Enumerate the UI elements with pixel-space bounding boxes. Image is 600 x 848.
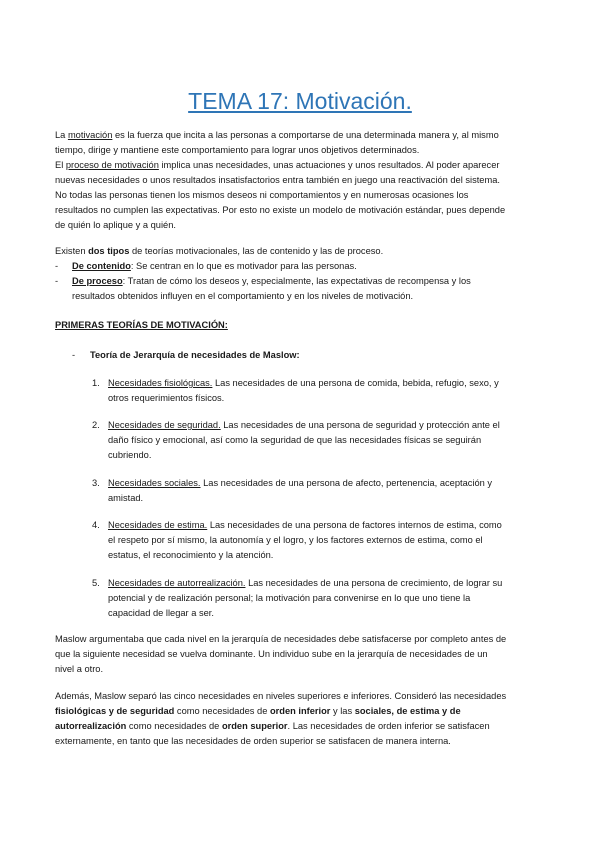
para2-line-1: Además, Maslow separó las cinco necesidades en niveles superiores e inferiores. Consideró las necesidades xyxy=(55,691,507,701)
maslow-item-2-line-2: daño físico y emocional, así como la seguridad de que las necesidades físicas se seguirán xyxy=(108,435,482,445)
maslow-item-5-line-3: capacidad de llegar a ser. xyxy=(108,608,214,618)
intro-post: es la fuerza que incita a las personas a comportarse de una determinada manera y, al mismo xyxy=(112,130,499,140)
item-term: Necesidades sociales. xyxy=(108,478,201,488)
maslow-item-3-line-2: amistad. xyxy=(108,493,144,503)
maslow-item-3 xyxy=(108,476,492,491)
term-de-proceso: De proceso xyxy=(72,276,123,286)
types-post: de teorías motivacionales, las de contenido y las de proceso. xyxy=(129,246,384,256)
type-contenido xyxy=(72,259,357,274)
item-number: 2. xyxy=(92,420,100,430)
item-text: Las necesidades de una persona de factores internos de estima, como xyxy=(207,520,502,530)
maslow-item-4 xyxy=(108,518,502,533)
bullet-dash: - xyxy=(55,261,59,271)
intro-line-6: resultados no cumplen las expectativas. Por esto no existe un modelo de motivación estándar, pues depende xyxy=(55,205,506,215)
maslow-heading: Teoría de Jerarquía de necesidades de Maslow: xyxy=(90,350,300,360)
para2-line-4: externamente, en tanto que las necesidades de orden superior se satisfacen de manera interna. xyxy=(55,736,451,746)
bold-orden-inferior: orden inferior xyxy=(269,706,331,716)
maslow-item-5-line-2: potencial y de realización personal; la motivación para convenirse en lo que uno tiene la xyxy=(108,593,471,603)
term-motivacion: motivación xyxy=(67,130,113,140)
intro-line-3 xyxy=(55,158,499,173)
proceso-text: : Tratan de cómo los deseos y, especialmente, las expectativas de recompensa y los xyxy=(122,276,471,286)
term-de-contenido: De contenido xyxy=(72,261,131,271)
types-pre: Existen xyxy=(55,246,89,256)
item-text: Las necesidades de una persona de seguridad y protección ante el xyxy=(220,420,500,430)
types-bold: dos tipos xyxy=(88,246,130,256)
page-title: TEMA 17: Motivación. xyxy=(188,88,412,114)
item-number: 1. xyxy=(92,378,100,388)
para2-line-3 xyxy=(55,719,490,734)
bold-fisio-seg: fisiológicas y de seguridad xyxy=(55,706,175,716)
intro3-post: implica unas necesidades, unas actuaciones y unos resultados. Al poder aparecer xyxy=(158,160,500,170)
intro-line-5: No todas las personas tienen los mismos deseos ni comportamientos y en numerosas ocasiones los xyxy=(55,190,469,200)
contenido-text: : Se centran en lo que es motivador para las personas. xyxy=(130,261,357,271)
intro3-pre: El xyxy=(55,160,66,170)
bold-sociales: sociales, de estima y de xyxy=(354,706,461,716)
item-term: Necesidades fisiológicas. xyxy=(108,378,213,388)
bold-orden-superior: orden superior xyxy=(221,721,288,731)
maslow-item-1-line-2: otros requerimientos físicos. xyxy=(108,393,225,403)
maslow-item-4-line-3: estatus, el reconocimiento y la atención. xyxy=(108,550,274,560)
para2-text: . Las necesidades de orden inferior se satisfacen xyxy=(287,721,490,731)
para1-line-3: nivel a otro. xyxy=(55,664,104,674)
type-proceso xyxy=(72,274,471,289)
maslow-item-1 xyxy=(108,376,499,391)
item-term: Necesidades de seguridad. xyxy=(108,420,221,430)
item-term: Necesidades de estima. xyxy=(108,520,208,530)
maslow-item-2-line-3: cubriendo. xyxy=(108,450,152,460)
item-text: Las necesidades de una persona de crecimiento, de lograr su xyxy=(245,578,503,588)
intro-pre: La xyxy=(55,130,68,140)
bullet-dash: - xyxy=(55,276,59,286)
bullet-dash: - xyxy=(72,350,76,360)
types-line-1 xyxy=(55,244,383,259)
term-proceso-motivacion: proceso de motivación xyxy=(65,160,159,170)
item-text: Las necesidades de una persona de afecto, pertenencia, aceptación y xyxy=(200,478,493,488)
intro-line-7: de quién lo aplique y a quién. xyxy=(55,220,176,230)
item-number: 5. xyxy=(92,578,100,588)
para2-text: como necesidades de xyxy=(126,721,222,731)
maslow-item-4-line-2: el respeto por sí mismo, la autonomía y el logro, y los factores externos de estima, como el xyxy=(108,535,483,545)
para2-text: y las xyxy=(330,706,355,716)
intro-line-1 xyxy=(55,128,499,143)
type-proceso-line-2: resultados obtenidos influyen en el comportamiento y en los niveles de motivación. xyxy=(72,291,414,301)
item-term: Necesidades de autorrealización. xyxy=(108,578,246,588)
para1-line-2: que la siguiente necesidad se vuelva dominante. Un individuo sube en la jerarquía de necesidades de un xyxy=(55,649,488,659)
item-number: 3. xyxy=(92,478,100,488)
intro-line-4: nuevas necesidades o unos resultados insatisfactorios entra también en juego una reactivación del sistema. xyxy=(55,175,500,185)
bold-autorrealizacion: autorrealización xyxy=(55,721,127,731)
maslow-item-2 xyxy=(108,418,500,433)
para2-text: como necesidades de xyxy=(174,706,270,716)
item-number: 4. xyxy=(92,520,100,530)
maslow-item-5 xyxy=(108,576,502,591)
para2-line-2 xyxy=(55,704,461,719)
section-heading: PRIMERAS TEORÍAS DE MOTIVACIÓN: xyxy=(55,320,228,330)
para1-line-1: Maslow argumentaba que cada nivel en la jerarquía de necesidades debe satisfacerse por completo antes de xyxy=(55,634,507,644)
item-text: Las necesidades de una persona de comida, bebida, refugio, sexo, y xyxy=(212,378,499,388)
intro-line-2: tiempo, dirige y mantiene este comportamiento para lograr unos objetivos determinados. xyxy=(55,145,420,155)
